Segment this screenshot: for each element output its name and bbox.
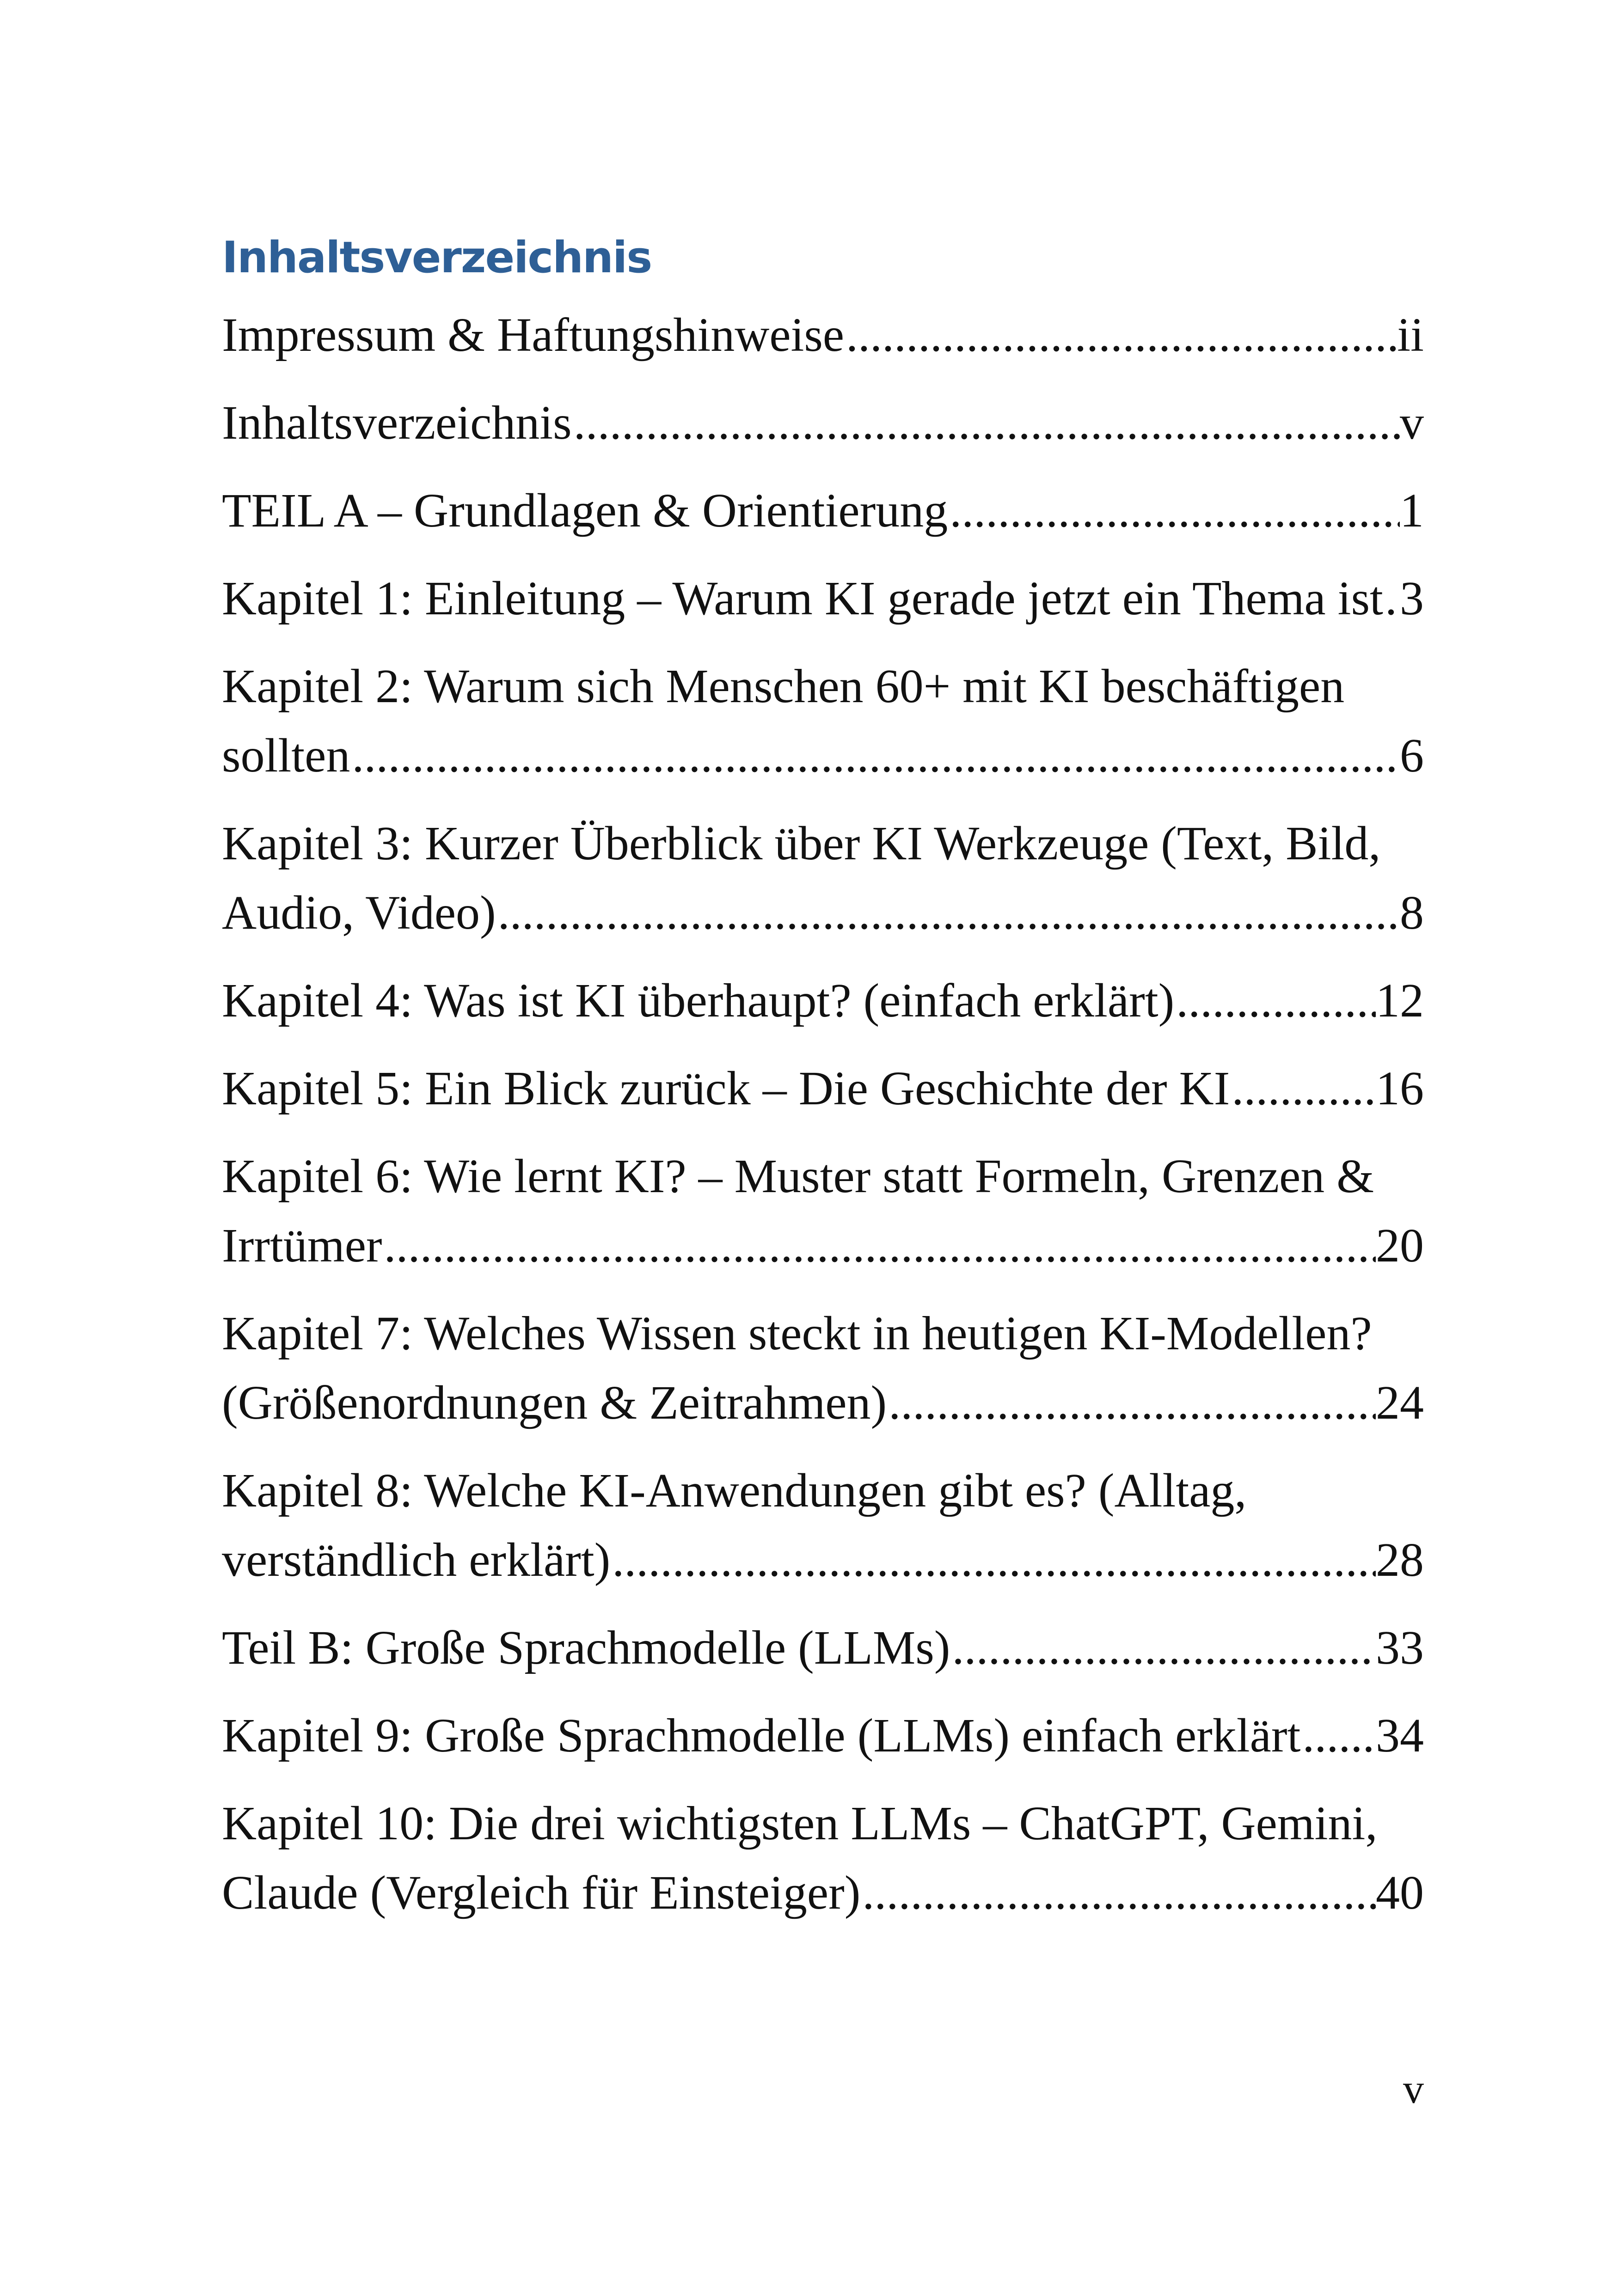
toc-entry-page: 6: [1400, 729, 1424, 782]
toc-entry[interactable]: [222, 809, 1424, 948]
toc-entry-title-line: Kapitel 10: Die drei wichtigsten LLMs – ChatGPT, Gemini,: [222, 1797, 1378, 1850]
toc-entry[interactable]: [222, 1701, 1424, 1770]
dot-leader: [610, 1525, 1376, 1595]
dot-leader: [860, 1858, 1376, 1928]
toc-entry-page: 1: [1400, 484, 1424, 537]
toc-entry-title-line: verständlich erklärt): [222, 1533, 611, 1586]
toc-entry-title-line: Kapitel 7: Welches Wissen steckt in heutigen KI-Modellen?: [222, 1307, 1372, 1360]
toc-entry-page: 12: [1376, 974, 1424, 1027]
toc-entry-page: ii: [1397, 308, 1424, 361]
dot-leader: [496, 878, 1400, 948]
toc-entry-title-line: (Größenordnungen & Zeitrahmen): [222, 1376, 887, 1429]
toc-entry[interactable]: [222, 652, 1424, 790]
toc-entry-page: 8: [1400, 886, 1424, 939]
dot-leader: [1300, 1701, 1376, 1770]
toc-entry-title-line: Audio, Video): [222, 886, 496, 939]
toc-entry-title-line: Irrtümer: [222, 1219, 382, 1272]
dot-leader: [948, 476, 1400, 545]
dot-leader: [950, 1613, 1376, 1683]
toc-entry-title-line: Impressum & Haftungshinweise: [222, 308, 845, 361]
toc-entry-page: 24: [1376, 1376, 1424, 1429]
dot-leader: [350, 721, 1400, 790]
toc-entry[interactable]: [222, 1142, 1424, 1280]
toc-entry-page: 28: [1376, 1533, 1424, 1586]
toc-entry[interactable]: [222, 564, 1424, 633]
toc-entry[interactable]: [222, 1456, 1424, 1595]
toc-entry[interactable]: [222, 966, 1424, 1035]
toc-entry[interactable]: [222, 300, 1424, 370]
toc-entry-title-line: Kapitel 8: Welche KI-Anwendungen gibt es? (Alltag,: [222, 1464, 1247, 1517]
toc-entry[interactable]: [222, 1613, 1424, 1683]
toc-entry-page: 20: [1376, 1219, 1424, 1272]
toc-entry-title-line: sollten: [222, 729, 350, 782]
toc-entry-title-line: Claude (Vergleich für Einsteiger): [222, 1866, 861, 1919]
table-of-contents: [222, 300, 1424, 1946]
toc-entry[interactable]: [222, 388, 1424, 458]
toc-entry-title-line: Kapitel 5: Ein Blick zurück – Die Geschichte der KI: [222, 1062, 1230, 1115]
dot-leader: [1230, 1054, 1376, 1123]
toc-entry-title-line: Kapitel 3: Kurzer Überblick über KI Werkzeuge (Text, Bild,: [222, 817, 1381, 870]
toc-entry[interactable]: [222, 1054, 1424, 1123]
dot-leader: [1383, 564, 1400, 633]
page-number: v: [1403, 2066, 1424, 2112]
toc-heading: Inhaltsverzeichnis: [222, 233, 652, 283]
toc-entry-title-line: Kapitel 2: Warum sich Menschen 60+ mit KI beschäftigen: [222, 660, 1345, 713]
toc-entry-title-line: Teil B: Große Sprachmodelle (LLMs): [222, 1621, 950, 1674]
dot-leader: [382, 1211, 1376, 1280]
toc-entry-title-line: Kapitel 4: Was ist KI überhaupt? (einfach erklärt): [222, 974, 1175, 1027]
toc-entry-title-line: TEIL A – Grundlagen & Orientierung: [222, 484, 948, 537]
toc-entry[interactable]: [222, 1789, 1424, 1928]
toc-entry-title-line: Inhaltsverzeichnis: [222, 396, 572, 449]
toc-entry-page: 40: [1376, 1866, 1424, 1919]
dot-leader: [572, 388, 1400, 458]
toc-entry-title-line: Kapitel 6: Wie lernt KI? – Muster statt Formeln, Grenzen &: [222, 1150, 1374, 1203]
toc-entry-page: 16: [1376, 1062, 1424, 1115]
toc-entry-page: 3: [1400, 572, 1424, 625]
toc-entry-title-line: Kapitel 9: Große Sprachmodelle (LLMs) einfach erklärt: [222, 1709, 1301, 1762]
toc-entry-page: v: [1400, 396, 1424, 449]
toc-entry-title-line: Kapitel 1: Einleitung – Warum KI gerade jetzt ein Thema ist: [222, 572, 1383, 625]
toc-entry[interactable]: [222, 476, 1424, 545]
toc-entry-page: 33: [1376, 1621, 1424, 1674]
dot-leader: [1174, 966, 1376, 1035]
dot-leader: [887, 1368, 1376, 1438]
toc-entry[interactable]: [222, 1299, 1424, 1438]
toc-entry-page: 34: [1376, 1709, 1424, 1762]
dot-leader: [844, 300, 1397, 370]
